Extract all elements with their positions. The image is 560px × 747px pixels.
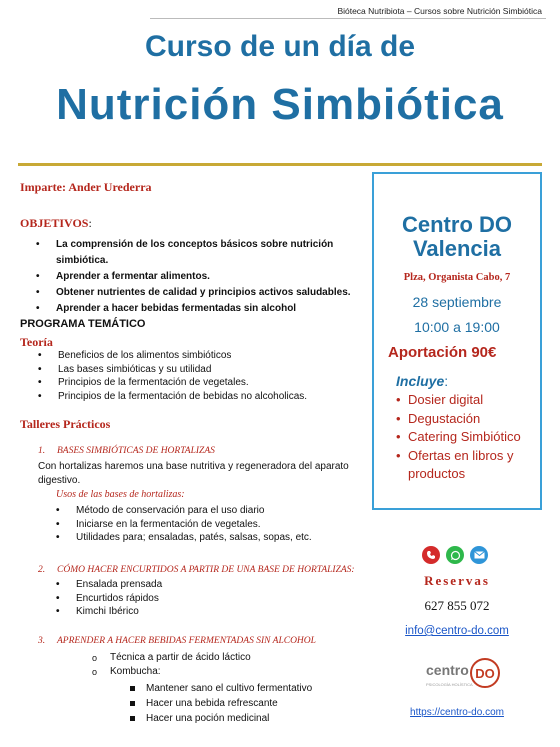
list-item: • Las bases simbióticas y su utilidad: [38, 363, 358, 377]
title-line-1: Curso de un día de: [144, 30, 416, 63]
list-item: • Catering Simbiótico: [396, 428, 536, 447]
instructor-line: Imparte: Ander Urederra: [20, 180, 152, 194]
price: Aportación 90€: [388, 344, 497, 361]
list-item: • Ensalada prensada: [56, 578, 356, 592]
contact-icons: [422, 546, 488, 564]
whatsapp-icon[interactable]: [446, 546, 464, 564]
list-item: • Obtener nutrientes de calidad y principios activos saludables.: [36, 285, 366, 301]
header-note: Bióteca Nutribiota – Cursos sobre Nutrición Simbiótica: [337, 6, 542, 16]
list-item: • Beneficios de los alimentos simbióticos: [38, 349, 358, 363]
list-item: Hacer una poción medicinal: [128, 711, 312, 726]
venue-name-line-2: Valencia: [412, 236, 502, 261]
list-item: • La comprensión de los conceptos básicos sobre nutrición simbiótica.: [36, 237, 366, 269]
includes-list: [396, 391, 536, 484]
theory-heading: Teoría: [20, 335, 53, 349]
workshop-1-title-text: BASES SIMBIÓTICAS DE HORTALIZAS: [57, 446, 215, 456]
list-item: • Dosier digital: [396, 391, 536, 410]
mail-icon[interactable]: [470, 546, 488, 564]
workshop-3-title: [38, 636, 316, 646]
phone-number: 627 855 072: [424, 598, 490, 613]
objectives-colon: :: [88, 216, 92, 230]
workshop-3-title-text: APRENDER A HACER BEBIDAS FERMENTADAS SIN ALCOHOL: [57, 636, 316, 646]
logo-text: centro: [426, 662, 469, 678]
venue-name: [372, 213, 542, 261]
list-item: • Principios de la fermentación de bebidas no alcoholicas.: [38, 390, 358, 404]
website-link[interactable]: https://centro-do.com: [410, 707, 504, 718]
list-item: • Utilidades para; ensaladas, patés, salsas, sopas, etc.: [56, 531, 356, 545]
objectives-heading: [20, 216, 92, 231]
list-item: • Aprender a fermentar alimentos.: [36, 269, 366, 285]
list-item: • Aprender a hacer bebidas fermentadas sin alcohol: [36, 301, 366, 317]
workshop-3-list: [92, 651, 251, 679]
logo-mark: DO: [470, 658, 500, 688]
centro-do-logo: [426, 658, 506, 690]
kombucha-list: [128, 681, 312, 726]
list-item: • Método de conservación para el uso diario: [56, 504, 356, 518]
workshop-2-list: [56, 578, 356, 619]
title-rule: [18, 163, 542, 166]
venue-address: Plza, Organista Cabo, 7: [403, 272, 511, 283]
workshop-1-subheading: Usos de las bases de hortalizas:: [56, 489, 185, 500]
list-item: • Kimchi Ibérico: [56, 605, 356, 619]
includes-label: Incluye: [396, 373, 445, 389]
workshop-3-number: 3.: [38, 636, 46, 646]
objectives-heading-text: OBJETIVOS: [20, 216, 89, 230]
list-item: • Principios de la fermentación de vegetales.: [38, 376, 358, 390]
phone-icon[interactable]: [422, 546, 440, 564]
objectives-list: [36, 237, 366, 317]
reservations-label: Reservas: [424, 573, 490, 588]
workshop-1-list: [56, 504, 356, 545]
list-item: • Encurtidos rápidos: [56, 592, 356, 606]
title-line-2: Nutrición Simbiótica: [56, 80, 504, 129]
workshop-1-description: Con hortalizas haremos una base nutritiva y regeneradora del aparato digestivo.: [38, 461, 349, 486]
logo-subtitle: PSICOLOGÍA HOLÍSTICA: [426, 682, 473, 687]
event-time: 10:00 a 19:00: [414, 319, 500, 335]
program-heading: PROGRAMA TEMÁTICO: [20, 318, 146, 330]
email-link[interactable]: info@centro-do.com: [405, 625, 509, 637]
list-item: • Iniciarse en la fermentación de vegetales.: [56, 518, 356, 532]
list-item: • Degustación: [396, 410, 536, 429]
event-date: 28 septiembre: [412, 294, 502, 310]
workshop-1-number: 1.: [38, 446, 46, 456]
list-item: Hacer una bebida refrescante: [128, 696, 312, 711]
workshops-heading: Talleres Prácticos: [20, 417, 111, 431]
venue-name-line-1: Centro DO: [402, 212, 512, 237]
list-item: o Kombucha:: [92, 665, 251, 679]
workshop-1-title: [38, 446, 215, 456]
includes-colon: :: [444, 373, 449, 389]
workshop-2-title: [38, 565, 355, 575]
theory-list: [38, 349, 358, 403]
list-item: o Técnica a partir de ácido láctico: [92, 651, 251, 665]
list-item: Mantener sano el cultivo fermentativo: [128, 681, 312, 696]
workshop-2-number: 2.: [38, 565, 46, 575]
includes-heading: [396, 373, 448, 389]
header-divider: [150, 18, 546, 19]
workshop-2-title-text: CÓMO HACER ENCURTIDOS A PARTIR DE UNA BASE DE HORTALIZAS:: [57, 565, 355, 575]
list-item: • Ofertas en libros y productos: [396, 447, 536, 484]
